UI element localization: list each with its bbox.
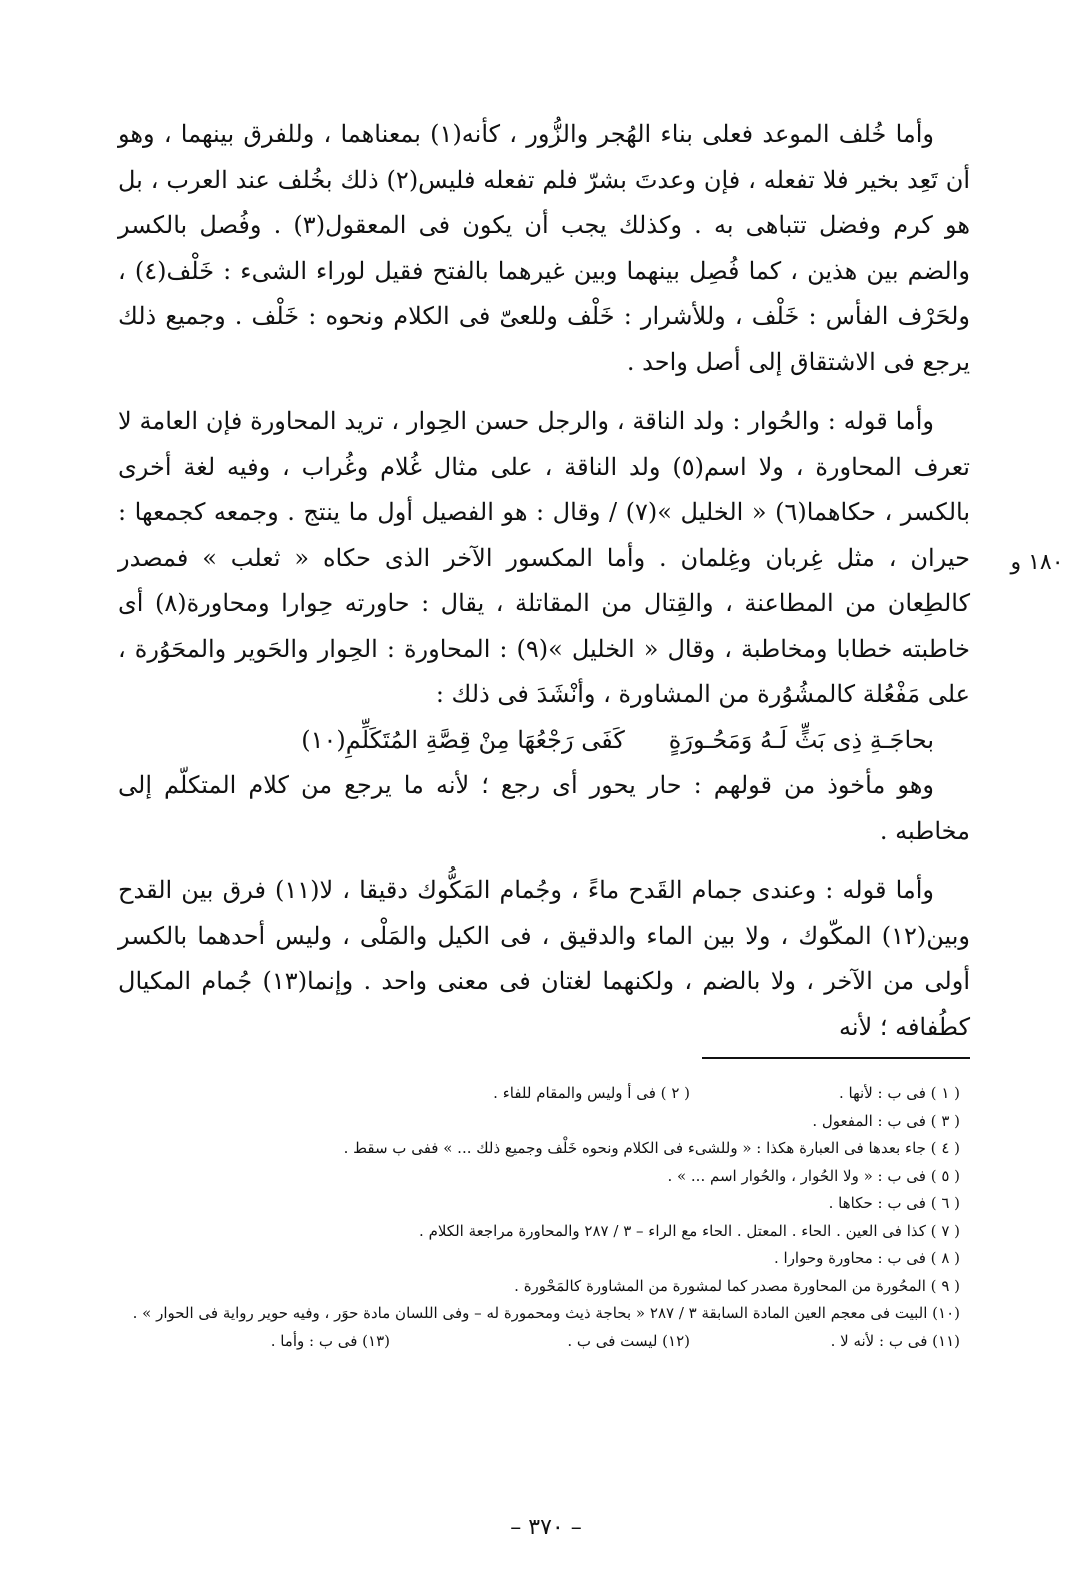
footnote-row — [118, 1245, 970, 1273]
footnote-row — [118, 1135, 970, 1163]
footnote-6: ( ٦ ) فى ب : حكاها . — [828, 1194, 960, 1212]
footnote-4: ( ٤ ) جاء بعدها فى العبارة هكذا : « وللشىء فى الكلام ونحوه خَلْف وجميع ذلك ... » ففى ب سقط . — [343, 1139, 960, 1157]
footnote-row — [118, 1273, 970, 1301]
main-text-body — [118, 112, 970, 1050]
footnote-5: ( ٥ ) فى ب : « ولا الحُوار ، والحُوار اسم ... » . — [667, 1166, 960, 1185]
paragraph-khulf: وأما خُلف الموعد فعلى بناء الهُجر والزُّور ، كأنه(١) بمعناهما ، وللفرق بينهما ، وهو أن تَعِد بخير فلا تفعله ، فإن وعدتَ بشرّ فلم تفعله فليس(٢) ذلك بخُلف عند العرب ، بل هو كرم وفضل تتباهى به . وكذلك يجب أن يكون فى المعقول(٣) . وفُصل بالكسر والضم بين هذين ، كما فُصِل بينهما وبين غيرهما بالفتح فقيل لوراء الشىء : خَلْف(٤) ، ولحَرْف الفأس : خَلْف ، وللأشرار : خَلْف وللعىّ فى الكلام ونحوه : خَلْف . وجميع ذلك يرجع فى الاشتقاق إلى أصل واحد . — [118, 120, 970, 376]
footnote-7: ( ٧ ) كذا فى العين . الحاء . المعتل . الحاء مع الراء – ٣ / ٢٨٧ والمحاورة مراجعة الكلام . — [419, 1221, 960, 1240]
page-number: – ٣٧٠ – — [510, 1515, 582, 1540]
footnote-row — [118, 1218, 970, 1246]
paragraph-verse-explanation: وهو مأخوذ من قولهم : حار يحور أى رجع ؛ لأنه ما يرجع من كلام المتكلّم إلى مخاطبه . — [118, 771, 970, 845]
footnotes-section — [118, 1080, 970, 1355]
footnote-row — [118, 1328, 970, 1356]
footnote-13: (١٣) فى ب : وأما . — [270, 1331, 390, 1350]
manuscript-folio-marker: ١٨٠ و — [1010, 550, 1064, 575]
footnote-1: ( ١ ) فى ب : لأنها . — [839, 1084, 960, 1102]
footnote-2: ( ٢ ) فى أ وليس والمقام للفاء . — [493, 1084, 690, 1102]
footnote-row — [118, 1163, 970, 1191]
verse-second-hemistich: كَفَى رَجْعُهَا مِنْ قِصَّةِ المُتَكَلِّمِ(١٠) — [301, 725, 625, 754]
poetry-verse — [118, 718, 970, 764]
footnote-row — [118, 1190, 970, 1218]
footnote-separator-rule — [702, 1057, 970, 1059]
paragraph-huwar: وأما قوله : والحُوار : ولد الناقة ، والرجل حسن الحِوار ، تريد المحاورة فإن العامة لا تعرف المحاورة ، ولا اسم(٥) ولد الناقة ، على مثال غُلام وغُراب ، وفيه لغة أخرى بالكسر ، حكاهما(٦) « الخليل »(٧) / وقال : هو الفصيل أول ما ينتج . وجمعه كجمعها : حيران ، مثل غِربان وغِلمان . وأما المكسور الآخر الذى حكاه « ثعلب » فمصدر كالطِعان من المطاعنة ، والقِتال من المقاتلة ، يقال : حاورته حِوارا ومحاورة(٨) أى خاطبته خطابا ومخاطبة ، وقال « الخليل »(٩) : المحاورة : الحِوار والحَوير والمحَوُرة ، على مَفْعُلة كالمشُوُرة من المشاورة ، وأنْشَدَ فى ذلك : — [118, 407, 971, 708]
footnote-3: ( ٣ ) فى ب : المفعول . — [812, 1111, 960, 1130]
footnote-9: ( ٩ ) المحُورة من المحاورة مصدر كما لمشورة من المشاورة كالمَحْورة . — [514, 1276, 960, 1295]
footnote-row — [118, 1080, 970, 1108]
footnote-10: (١٠) البيت فى معجم العين المادة السابقة ٣ / ٢٨٧ « بحاجة ذيث ومحمورة له – وفى اللسان مادة حوَر ، وفيه حوير رواية فى الحوار » . — [132, 1304, 960, 1322]
footnote-row — [118, 1108, 970, 1136]
footnote-11: (١١) فى ب : لأنه لا . — [830, 1331, 960, 1350]
footnote-8: ( ٨ ) فى ب : محاورة وحوارا . — [773, 1249, 960, 1267]
verse-first-hemistich: بحاجَـةِ ذِى بَثٍّ لَـهُ وَمَحُـورَةٍ — [668, 725, 934, 754]
paragraph-jumam: وأما قوله : وعندى جمام القَدح ماءً ، وجُمام المَكُّوك دقيقا ، لا(١١) فرق بين القدح وبين(١٢) المكّوك ، ولا بين الماء والدقيق ، فى الكيل والمَلْى ، وليس أحدهما بالكسر أولى من الآخر ، ولا بالضم ، ولكنهما لغتان فى معنى واحد . وإنما(١٣) جُمام المكيال كطُفافه ؛ لأنه — [118, 876, 970, 1041]
footnote-12: (١٢) ليست فى ب . — [567, 1331, 690, 1350]
